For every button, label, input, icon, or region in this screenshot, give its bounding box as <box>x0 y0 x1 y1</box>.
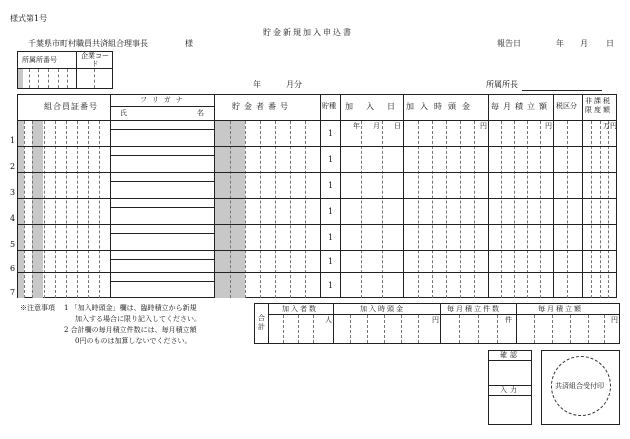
savings-type-value: 1 <box>328 207 334 216</box>
addressee: 千葉県市町村職員共済組合理事長 <box>28 39 148 48</box>
savings-type-value: 1 <box>328 257 334 266</box>
affiliation-code-label: 所属所番号 <box>22 56 57 64</box>
savings-type-value: 1 <box>328 181 334 190</box>
row-number-4: 4 <box>10 214 16 223</box>
row-number-2: 2 <box>10 162 16 171</box>
period-year-label: 年 <box>253 80 261 89</box>
report-year-label: 年 <box>556 39 564 48</box>
member-id-header: 組合員証番号 <box>44 102 98 111</box>
furigana-header: フリガナ <box>140 96 188 104</box>
input-label: 入力 <box>500 386 520 394</box>
stamp-label: 共済組合受付印 <box>555 382 604 390</box>
unit-month: 月 <box>373 122 380 130</box>
unit-man-yen: 万円 <box>603 122 617 130</box>
unit-day: 日 <box>394 122 401 130</box>
totals-monthly-amount: 毎月積立額 <box>538 305 583 313</box>
row-number-7: 7 <box>10 288 16 297</box>
notes-title: ※注意事項 <box>20 304 55 312</box>
enroll-amount-header: 加入時頭金 <box>406 102 476 111</box>
page-title: 貯金新規加入申込書 <box>263 28 353 37</box>
nontax-limit-header: 非課税限度額 <box>585 97 612 114</box>
report-date-label: 報告日 <box>497 39 521 48</box>
name-mei-header: 名 <box>197 109 204 117</box>
note-1b: 加入する場合に限り記入してください。 <box>75 315 201 323</box>
company-code-label: 企業コード <box>81 52 109 69</box>
unit-nin: 人 <box>325 316 332 324</box>
tax-class-header: 税区分 <box>556 102 577 110</box>
row-number-5: 5 <box>10 240 16 249</box>
savings-type-value: 1 <box>328 281 334 290</box>
enroll-date-header: 加入日 <box>345 102 408 111</box>
savings-type-value: 1 <box>328 233 334 242</box>
row-number-6: 6 <box>10 264 16 273</box>
note-2: 2 合計欄の毎月積立件数には、毎月積立額 <box>64 326 197 334</box>
name-shi-header: 氏 <box>120 109 127 117</box>
confirm-label: 確認 <box>500 351 520 359</box>
totals-label-a: 合 <box>258 314 265 322</box>
totals-label-b: 計 <box>258 323 265 331</box>
honorific: 様 <box>185 39 193 48</box>
totals-enroll-count: 加入者数 <box>282 305 318 313</box>
savings-type-header: 貯種 <box>322 102 336 110</box>
unit-ken: 件 <box>505 316 512 324</box>
unit-year: 年 <box>353 122 360 130</box>
report-day-label: 日 <box>606 39 614 48</box>
unit-yen-total-enroll: 円 <box>432 316 439 324</box>
totals-enroll-amount: 加入時頭金 <box>360 305 405 313</box>
office-head-label: 所属所長 <box>486 80 518 89</box>
row-number-3: 3 <box>10 188 16 197</box>
unit-yen-monthly: 円 <box>545 122 552 130</box>
report-month-label: 月 <box>580 39 588 48</box>
note-1: 1 「加入時頭金」欄は、臨時積立から新規 <box>64 304 197 312</box>
monthly-header: 毎月積立額 <box>491 102 551 111</box>
row-number-1: 1 <box>10 136 16 145</box>
unit-yen-total-monthly: 円 <box>611 316 618 324</box>
note-2b: 0円のものは加算しないでください。 <box>75 337 192 345</box>
totals-monthly-count: 毎月積立件数 <box>447 305 501 313</box>
savings-type-value: 1 <box>328 155 334 164</box>
savings-type-value: 1 <box>328 129 334 138</box>
period-month-label: 月分 <box>286 80 302 89</box>
savings-no-header: 貯金者番号 <box>232 102 292 111</box>
form-number: 様式第1号 <box>10 14 48 23</box>
unit-yen-enroll: 円 <box>480 122 487 130</box>
